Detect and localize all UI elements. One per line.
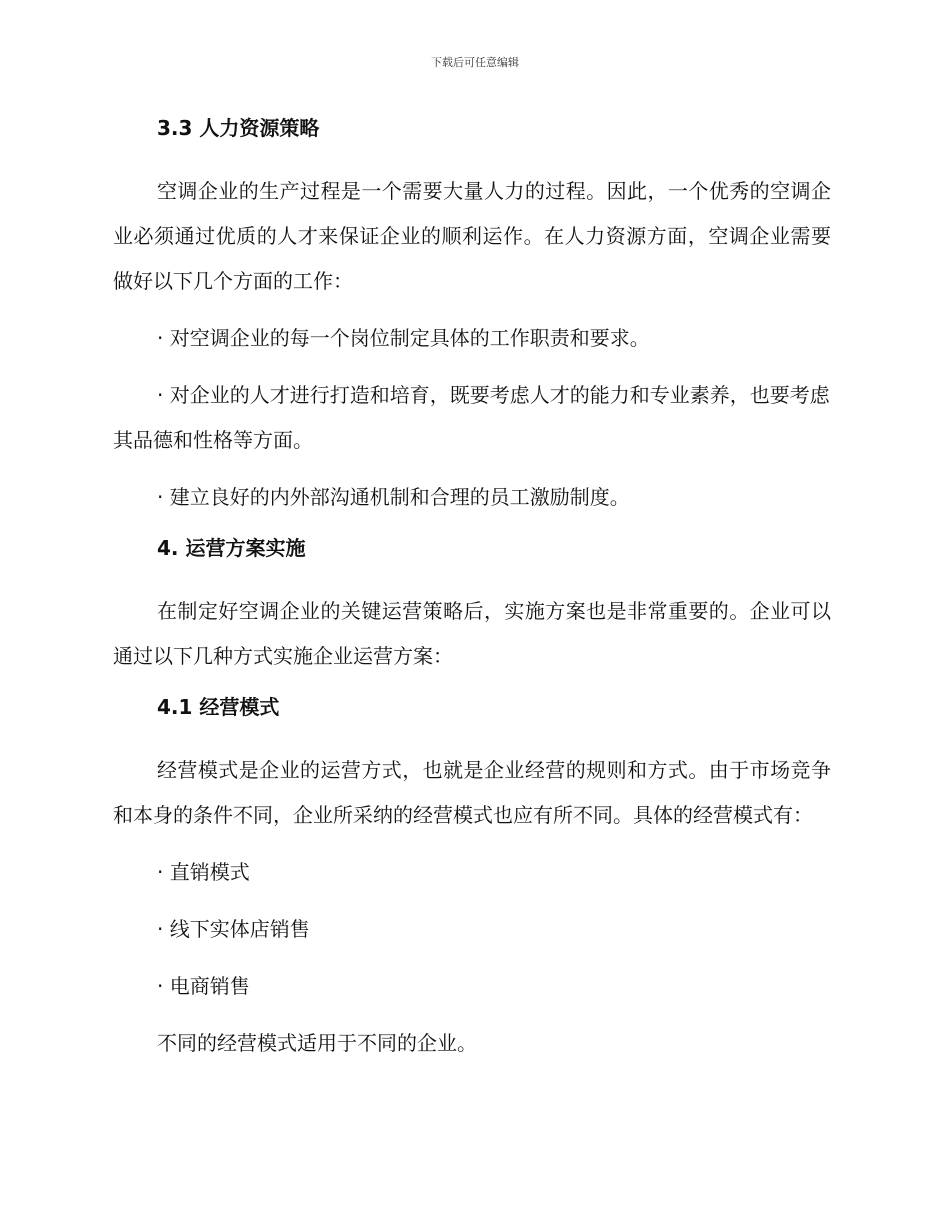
bullet-item: · 电商销售 (157, 974, 250, 998)
section-heading: 3.3 人力资源策略 (157, 116, 320, 140)
paragraph: 经营模式是企业的运营方式，也就是企业经营的规则和方式。由于市场竞争和本身的条件不同，企业所采纳的经营模式也应有所不同。具体的经营模式有： (113, 758, 831, 827)
paragraph: 空调企业的生产过程是一个需要大量人力的过程。因此，一个优秀的空调企业必须通过优质的人才来保证企业的顺利运作。在人力资源方面，空调企业需要做好以下几个方面的工作： (113, 179, 831, 293)
bullet-item: · 线下实体店销售 (157, 917, 310, 941)
paragraph: 在制定好空调企业的关键运营策略后，实施方案也是非常重要的。企业可以通过以下几种方式实施企业运营方案： (113, 599, 831, 668)
page-header: 下载后可任意编辑 (431, 56, 519, 69)
section-3-3 (113, 112, 831, 520)
section-heading: 4.1 经营模式 (157, 695, 280, 719)
bullet-item: · 直销模式 (157, 860, 250, 884)
bullet-item: · 对企业的人才进行打造和培育，既要考虑人才的能力和专业素养，也要考虑其品德和性格等方面。 (113, 383, 830, 452)
section-4-1 (113, 691, 831, 1066)
bullet-item: · 对空调企业的每一个岗位制定具体的工作职责和要求。 (157, 326, 650, 350)
section-heading: 4. 运营方案实施 (157, 536, 306, 560)
bullet-item: · 建立良好的内外部沟通机制和合理的员工激励制度。 (157, 485, 630, 509)
document-body (113, 112, 831, 1078)
section-4 (113, 532, 831, 679)
closing-paragraph: 不同的经营模式适用于不同的企业。 (157, 1031, 477, 1055)
